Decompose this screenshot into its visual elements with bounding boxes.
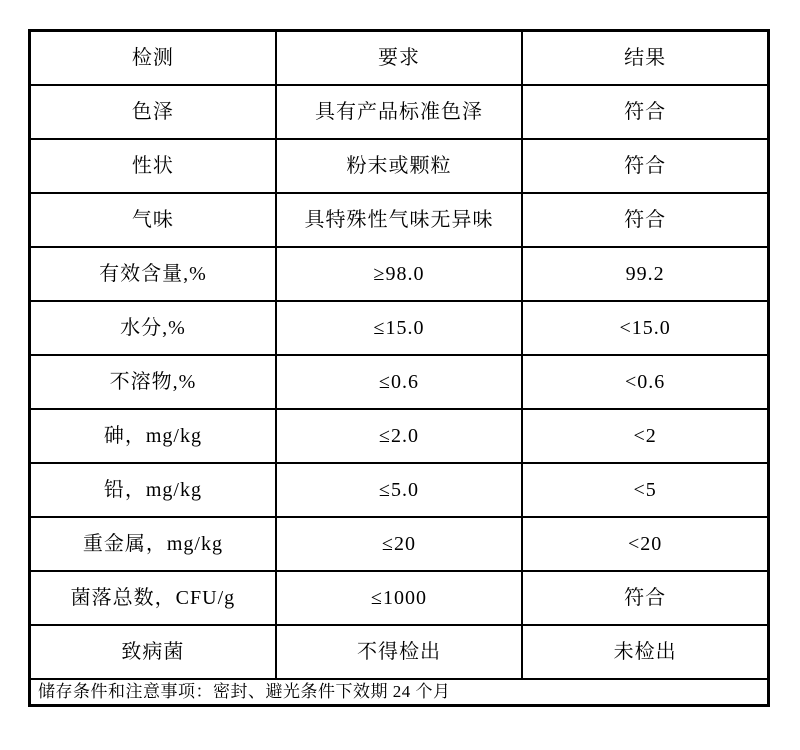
test-name-cell: 有效含量,% [30,247,276,301]
result-cell: 99.2 [522,247,768,301]
requirement-cell: 具特殊性气味无异味 [276,193,522,247]
requirement-cell: ≤20 [276,517,522,571]
result-cell: 符合 [522,85,768,139]
table-row [30,625,769,679]
table-row [30,517,769,571]
storage-note: 储存条件和注意事项：密封、避光条件下效期 24 个月 [30,679,769,706]
requirement-cell: 不得检出 [276,625,522,679]
table-row [30,247,769,301]
col-header-requirement: 要求 [276,31,522,86]
requirement-cell: ≤2.0 [276,409,522,463]
inspection-table [28,29,770,707]
result-cell: 符合 [522,139,768,193]
table-row [30,193,769,247]
result-cell: <20 [522,517,768,571]
test-name-cell: 菌落总数，CFU/g [30,571,276,625]
test-name-cell: 铅，mg/kg [30,463,276,517]
result-cell: <15.0 [522,301,768,355]
result-cell: <5 [522,463,768,517]
table-row [30,139,769,193]
result-cell: 符合 [522,193,768,247]
footer-row [30,679,769,706]
requirement-cell: ≤15.0 [276,301,522,355]
test-name-cell: 性状 [30,139,276,193]
requirement-cell: ≥98.0 [276,247,522,301]
col-header-result: 结果 [522,31,768,86]
requirement-cell: ≤5.0 [276,463,522,517]
table-row [30,85,769,139]
table-row [30,409,769,463]
table-row [30,301,769,355]
test-name-cell: 不溶物,% [30,355,276,409]
requirement-cell: 具有产品标准色泽 [276,85,522,139]
header-row [30,31,769,86]
result-cell: <0.6 [522,355,768,409]
test-name-cell: 气味 [30,193,276,247]
requirement-cell: ≤1000 [276,571,522,625]
test-name-cell: 砷，mg/kg [30,409,276,463]
table-row [30,571,769,625]
test-name-cell: 致病菌 [30,625,276,679]
requirement-cell: 粉末或颗粒 [276,139,522,193]
result-cell: <2 [522,409,768,463]
test-name-cell: 水分,% [30,301,276,355]
test-name-cell: 重金属，mg/kg [30,517,276,571]
requirement-cell: ≤0.6 [276,355,522,409]
table-row [30,463,769,517]
col-header-test: 检测 [30,31,276,86]
result-cell: 符合 [522,571,768,625]
result-cell: 未检出 [522,625,768,679]
test-name-cell: 色泽 [30,85,276,139]
table-row [30,355,769,409]
